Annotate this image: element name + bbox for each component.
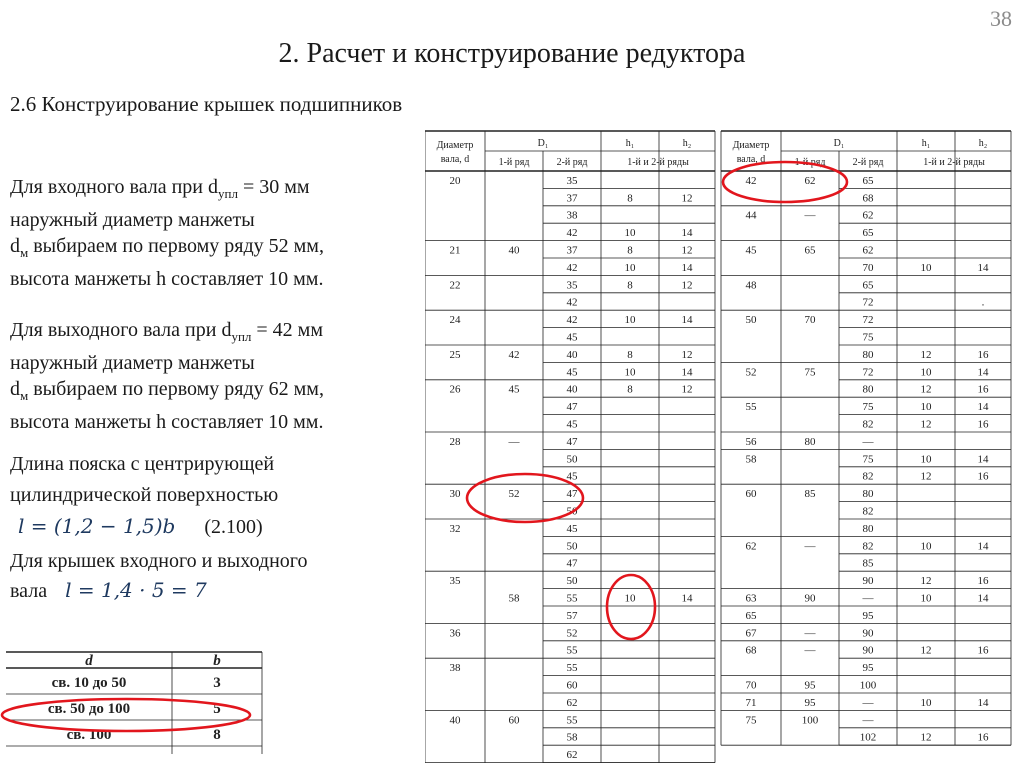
seal-table-cell-left: 10 bbox=[624, 261, 636, 274]
seal-table-cell-right: 14 bbox=[977, 592, 989, 605]
seal-table-cell-right: 12 bbox=[920, 644, 932, 657]
small-table-cell-b: 5 bbox=[213, 701, 221, 717]
seal-table-cell-left: 10 bbox=[624, 227, 636, 240]
header-rows12: 1-й и 2-й ряды bbox=[627, 157, 689, 168]
seal-table-cell-left: 35 bbox=[566, 279, 578, 292]
seal-table-cell-right: 85 bbox=[804, 488, 816, 501]
seal-table-cell-right: 12 bbox=[920, 470, 932, 483]
seal-table-cell-right: 14 bbox=[977, 366, 989, 379]
seal-table-cell-left: 12 bbox=[681, 348, 693, 361]
seal-table-cell-right: 10 bbox=[920, 453, 932, 466]
seal-table-cell-left: 42 bbox=[566, 261, 578, 274]
seal-table-cell-right: 62 bbox=[804, 174, 816, 187]
seal-table-cell-left: 24 bbox=[449, 314, 461, 327]
seal-table-cell-right: 62 bbox=[862, 209, 874, 222]
seal-table-cell-left: 57 bbox=[566, 609, 578, 622]
seal-table-cell-left: 42 bbox=[566, 296, 578, 309]
highlight-oval-h1-10 bbox=[607, 575, 655, 639]
seal-table-cell-right: 95 bbox=[862, 609, 874, 622]
header-shaft-diameter: Диаметр bbox=[436, 140, 474, 151]
seal-table-cell-left: 50 bbox=[566, 540, 578, 553]
seal-table-cell-right: 82 bbox=[862, 505, 874, 518]
seal-table-cell-left: 62 bbox=[566, 749, 578, 762]
seal-table-cell-right: 95 bbox=[804, 696, 816, 709]
seal-table-cell-right: 82 bbox=[862, 418, 874, 431]
seal-table-cell-right: 16 bbox=[977, 418, 989, 431]
seal-table-cell-left: 14 bbox=[681, 366, 693, 379]
seal-table-cell-left: 10 bbox=[624, 592, 636, 605]
seal-table-cell-right: 65 bbox=[804, 244, 816, 257]
seal-table-cell-right: 14 bbox=[977, 696, 989, 709]
seal-table-cell-left: 42 bbox=[566, 314, 578, 327]
seal-table-cell-right: 12 bbox=[920, 418, 932, 431]
seal-table-cell-right: 90 bbox=[804, 592, 816, 605]
small-table-cell-d: св. 10 до 50 bbox=[51, 675, 127, 691]
seal-table-cell-left: 55 bbox=[566, 662, 578, 675]
seal-table-cell-right: 90 bbox=[862, 627, 874, 640]
seal-table-cell-right: 70 bbox=[862, 261, 874, 274]
seal-table-cell-right: 75 bbox=[862, 453, 874, 466]
seal-table-cell-right: 90 bbox=[862, 644, 874, 657]
small-table-header-d: d bbox=[85, 653, 93, 669]
seal-table-cell-right: 58 bbox=[745, 453, 757, 466]
seal-table-cell-left: 38 bbox=[449, 662, 461, 675]
seal-table-cell-right: 14 bbox=[977, 453, 989, 466]
seal-table-cell-left: 14 bbox=[681, 592, 693, 605]
seal-table-cell-right: 62 bbox=[862, 244, 874, 257]
header-row1: 1-й ряд bbox=[498, 157, 530, 168]
seal-table-cell-right: — bbox=[862, 592, 874, 605]
seal-table-cell-left: 40 bbox=[566, 383, 578, 396]
seal-table-cell-left: 26 bbox=[449, 383, 461, 396]
seal-table-cell-right: 12 bbox=[920, 575, 932, 588]
header-rows12: 1-й и 2-й ряды bbox=[923, 157, 985, 168]
seal-table-cell-right: 80 bbox=[804, 435, 816, 448]
seal-table-cell-right: 75 bbox=[745, 714, 757, 727]
seal-table-cell-left: 12 bbox=[681, 383, 693, 396]
seal-table-cell-right: 80 bbox=[862, 348, 874, 361]
seal-table-cell-right: 72 bbox=[862, 296, 874, 309]
slide-title: 2. Расчет и конструирование редуктора bbox=[278, 38, 746, 69]
seal-table-cell-right: 16 bbox=[977, 383, 989, 396]
seal-table-cell-left: 62 bbox=[566, 696, 578, 709]
seal-table-cell-left: 47 bbox=[566, 401, 578, 414]
small-table-cell-b: 8 bbox=[213, 727, 221, 743]
seal-table-cell-left: 10 bbox=[624, 366, 636, 379]
seal-table-cell-right: 52 bbox=[745, 366, 757, 379]
slide-number: 38 bbox=[990, 6, 1012, 31]
seal-table-cell-left: 8 bbox=[627, 244, 633, 257]
seal-table-cell-left: 45 bbox=[566, 331, 578, 344]
seal-table-cell-right: 90 bbox=[862, 575, 874, 588]
seal-table-cell-right: 75 bbox=[862, 331, 874, 344]
seal-table-cell-left: 50 bbox=[566, 453, 578, 466]
seal-table-cell-right: 14 bbox=[977, 540, 989, 553]
seal-table-cell-left: 40 bbox=[449, 714, 461, 727]
seal-table-cell-left: 21 bbox=[449, 244, 461, 257]
seal-table-cell-right: — bbox=[804, 209, 816, 222]
seal-table-cell-left: 37 bbox=[566, 192, 578, 205]
small-table-cell-b: 3 bbox=[213, 675, 221, 691]
seal-table-cell-left: 50 bbox=[566, 575, 578, 588]
seal-table-cell-left: 35 bbox=[449, 575, 461, 588]
seal-table-cell-left: 40 bbox=[508, 244, 520, 257]
small-table-header-b: b bbox=[213, 653, 221, 669]
seal-table-cell-right: 10 bbox=[920, 592, 932, 605]
output-shaft-paragraph: Для выходного вала при $d_{упл} = 42$ мм наружный диаметр манжеты $d_м$ выбираем по первому ряду 62 мм, высота манжеты h составляет 10 мм. bbox=[10, 319, 324, 433]
seal-table-cell-left: — bbox=[508, 435, 520, 448]
seal-table-cell-left: 42 bbox=[508, 348, 520, 361]
seal-table-cell-right: 75 bbox=[862, 401, 874, 414]
header-h2: h₂ bbox=[978, 138, 988, 149]
seal-table-cell-right: 10 bbox=[920, 366, 932, 379]
seal-table-cell-left: 8 bbox=[627, 279, 633, 292]
small-table-cell-d: св. 100 bbox=[66, 727, 112, 743]
seal-table-cell-right: — bbox=[862, 696, 874, 709]
seal-table-cell-left: 22 bbox=[449, 279, 461, 292]
header-h1: h₁ bbox=[921, 138, 931, 149]
seal-table-cell-right: 80 bbox=[862, 383, 874, 396]
seal-table-cell-right: 16 bbox=[977, 470, 989, 483]
seal-table-cell-right: 95 bbox=[862, 662, 874, 675]
seal-table-cell-right: — bbox=[804, 627, 816, 640]
seal-table-cell-left: 35 bbox=[566, 174, 578, 187]
seal-table-cell-left: 52 bbox=[566, 627, 578, 640]
seal-table-cell-right: 67 bbox=[745, 627, 757, 640]
seal-table-cell-left: 60 bbox=[508, 714, 520, 727]
seal-table-cell-right: 102 bbox=[859, 731, 877, 744]
seal-table-cell-left: 12 bbox=[681, 279, 693, 292]
seal-table-cell-right: 62 bbox=[745, 540, 757, 553]
seal-table-cell-right: 12 bbox=[920, 383, 932, 396]
seal-table-cell-right: — bbox=[804, 540, 816, 553]
seal-table-cell-right: 65 bbox=[862, 227, 874, 240]
seal-table-cell-right: 48 bbox=[745, 279, 757, 292]
seal-table-cell-left: 28 bbox=[449, 435, 461, 448]
header-shaft-diameter: вала, d bbox=[440, 154, 470, 165]
seal-table-cell-right: 16 bbox=[977, 348, 989, 361]
girdle-formula: l = (1,2 − 1,5)b bbox=[18, 514, 176, 538]
header-row2: 2-й ряд bbox=[852, 157, 884, 168]
seal-table-cell-left: 45 bbox=[508, 383, 520, 396]
seal-table-cell-right: 42 bbox=[745, 174, 757, 187]
seal-table-cell-right: 82 bbox=[862, 540, 874, 553]
seal-table-cell-right: — bbox=[804, 644, 816, 657]
seal-table-cell-left: 8 bbox=[627, 383, 633, 396]
highlight-oval-42-62 bbox=[723, 162, 847, 202]
seal-table-cell-right: . bbox=[981, 296, 985, 309]
seal-table-cell-right: — bbox=[862, 435, 874, 448]
seal-table-cell-left: 45 bbox=[566, 522, 578, 535]
seal-table-cell-right: 70 bbox=[745, 679, 757, 692]
seal-table-cell-right: 16 bbox=[977, 731, 989, 744]
seal-table-cell-right: 55 bbox=[745, 401, 757, 414]
header-row1: 1-й ряд bbox=[794, 157, 826, 168]
header-shaft-diameter: вала, d bbox=[736, 154, 766, 165]
seal-table-cell-right: 14 bbox=[977, 401, 989, 414]
seal-table-cell-right: 72 bbox=[862, 366, 874, 379]
seal-table-cell-right: 85 bbox=[862, 557, 874, 570]
seal-table-cell-left: 25 bbox=[449, 348, 461, 361]
seal-table-cell-right: 80 bbox=[862, 522, 874, 535]
seal-table-cell-left: 30 bbox=[449, 488, 461, 501]
seal-table-cell-right: 14 bbox=[977, 261, 989, 274]
seal-table-cell-left: 14 bbox=[681, 227, 693, 240]
seal-table-cell-left: 47 bbox=[566, 435, 578, 448]
seal-table-cell-right: 65 bbox=[745, 609, 757, 622]
seal-table-cell-left: 55 bbox=[566, 714, 578, 727]
seal-table-cell-right: 72 bbox=[862, 314, 874, 327]
seal-table-cell-right: 65 bbox=[862, 174, 874, 187]
header-d1: D₁ bbox=[833, 138, 845, 149]
seal-table-cell-left: 42 bbox=[566, 227, 578, 240]
covers-formula: l = 1,4 · 5 = 7 bbox=[65, 578, 207, 602]
seal-table-cell-left: 8 bbox=[627, 192, 633, 205]
seal-table-cell-left: 38 bbox=[566, 209, 578, 222]
seal-table-cell-left: 58 bbox=[508, 592, 520, 605]
girdle-paragraph: Длина пояска с центрирующей цилиндрической поверхностью l = (1,2 − 1,5)b (2.100) bbox=[10, 453, 279, 538]
seal-table-cell-left: 55 bbox=[566, 644, 578, 657]
header-d1: D₁ bbox=[537, 138, 549, 149]
covers-paragraph: Для крышек входного и выходного вала l = 1,4 · 5 = 7 bbox=[10, 550, 308, 602]
header-h1: h₁ bbox=[625, 138, 635, 149]
seal-table-cell-right: 10 bbox=[920, 261, 932, 274]
seal-table-cell-left: 50 bbox=[566, 505, 578, 518]
seal-table-cell-right: — bbox=[862, 714, 874, 727]
seal-table-cell-right: 56 bbox=[745, 435, 757, 448]
seal-table-cell-right: 68 bbox=[745, 644, 757, 657]
seal-table-cell-left: 20 bbox=[449, 174, 461, 187]
seal-table-cell-right: 80 bbox=[862, 488, 874, 501]
seal-table-cell-left: 12 bbox=[681, 192, 693, 205]
header-h2: h₂ bbox=[682, 138, 692, 149]
header-shaft-diameter: Диаметр bbox=[732, 140, 770, 151]
seal-table-cell-left: 45 bbox=[566, 418, 578, 431]
seal-table-cell-left: 55 bbox=[566, 592, 578, 605]
seal-table-cell-right: 12 bbox=[920, 731, 932, 744]
seal-table-cell-right: 100 bbox=[859, 679, 877, 692]
seal-table-cell-right: 16 bbox=[977, 644, 989, 657]
seal-table-cell-right: 100 bbox=[801, 714, 819, 727]
seal-table-cell-right: 63 bbox=[745, 592, 757, 605]
seal-table-cell-right: 10 bbox=[920, 540, 932, 553]
formula-number: (2.100) bbox=[204, 516, 263, 538]
seal-table-cell-left: 58 bbox=[566, 731, 578, 744]
seal-table-cell-right: 95 bbox=[804, 679, 816, 692]
seal-table-cell-left: 10 bbox=[624, 314, 636, 327]
seal-table-cell-right: 10 bbox=[920, 696, 932, 709]
input-shaft-paragraph: Для входного вала при $d_{упл} = 30$ мм наружный диаметр манжеты $d_м$ выбираем по первому ряду 52 мм, высота манжеты h составляет 10 мм. bbox=[10, 176, 324, 290]
seal-table-cell-left: 36 bbox=[449, 627, 461, 640]
seal-table-cell-left: 47 bbox=[566, 488, 578, 501]
seal-table-cell-left: 45 bbox=[566, 366, 578, 379]
seal-table-cell-left: 52 bbox=[508, 488, 520, 501]
small-table-cell-d: св. 50 до 100 bbox=[47, 701, 131, 717]
seal-table-cell-left: 45 bbox=[566, 470, 578, 483]
seal-table-cell-left: 40 bbox=[566, 348, 578, 361]
seal-table-cell-left: 12 bbox=[681, 244, 693, 257]
seal-table-cell-right: 71 bbox=[745, 696, 757, 709]
seal-table-cell-right: 70 bbox=[804, 314, 816, 327]
seal-table-cell-left: 14 bbox=[681, 261, 693, 274]
seal-table-cell-right: 50 bbox=[745, 314, 757, 327]
seal-table-cell-left: 32 bbox=[449, 522, 461, 535]
section-title: 2.6 Конструирование крышек подшипников bbox=[10, 92, 403, 116]
seal-table-cell-right: 65 bbox=[862, 279, 874, 292]
seal-dimensions-table bbox=[425, 125, 1017, 767]
seal-table-cell-right: 12 bbox=[920, 348, 932, 361]
seal-table-cell-right: 68 bbox=[862, 192, 874, 205]
seal-table-cell-right: 16 bbox=[977, 575, 989, 588]
header-row2: 2-й ряд bbox=[556, 157, 588, 168]
seal-table-cell-right: 60 bbox=[745, 488, 757, 501]
seal-table-cell-left: 8 bbox=[627, 348, 633, 361]
seal-table-cell-right: 10 bbox=[920, 401, 932, 414]
seal-table-cell-right: 75 bbox=[804, 366, 816, 379]
b-width-table bbox=[0, 648, 270, 758]
seal-table-cell-left: 14 bbox=[681, 314, 693, 327]
seal-table-cell-left: 37 bbox=[566, 244, 578, 257]
seal-table-cell-left: 60 bbox=[566, 679, 578, 692]
seal-table-cell-left: 47 bbox=[566, 557, 578, 570]
seal-table-cell-right: 82 bbox=[862, 470, 874, 483]
seal-table-cell-right: 44 bbox=[745, 209, 757, 222]
seal-table-cell-right: 45 bbox=[745, 244, 757, 257]
